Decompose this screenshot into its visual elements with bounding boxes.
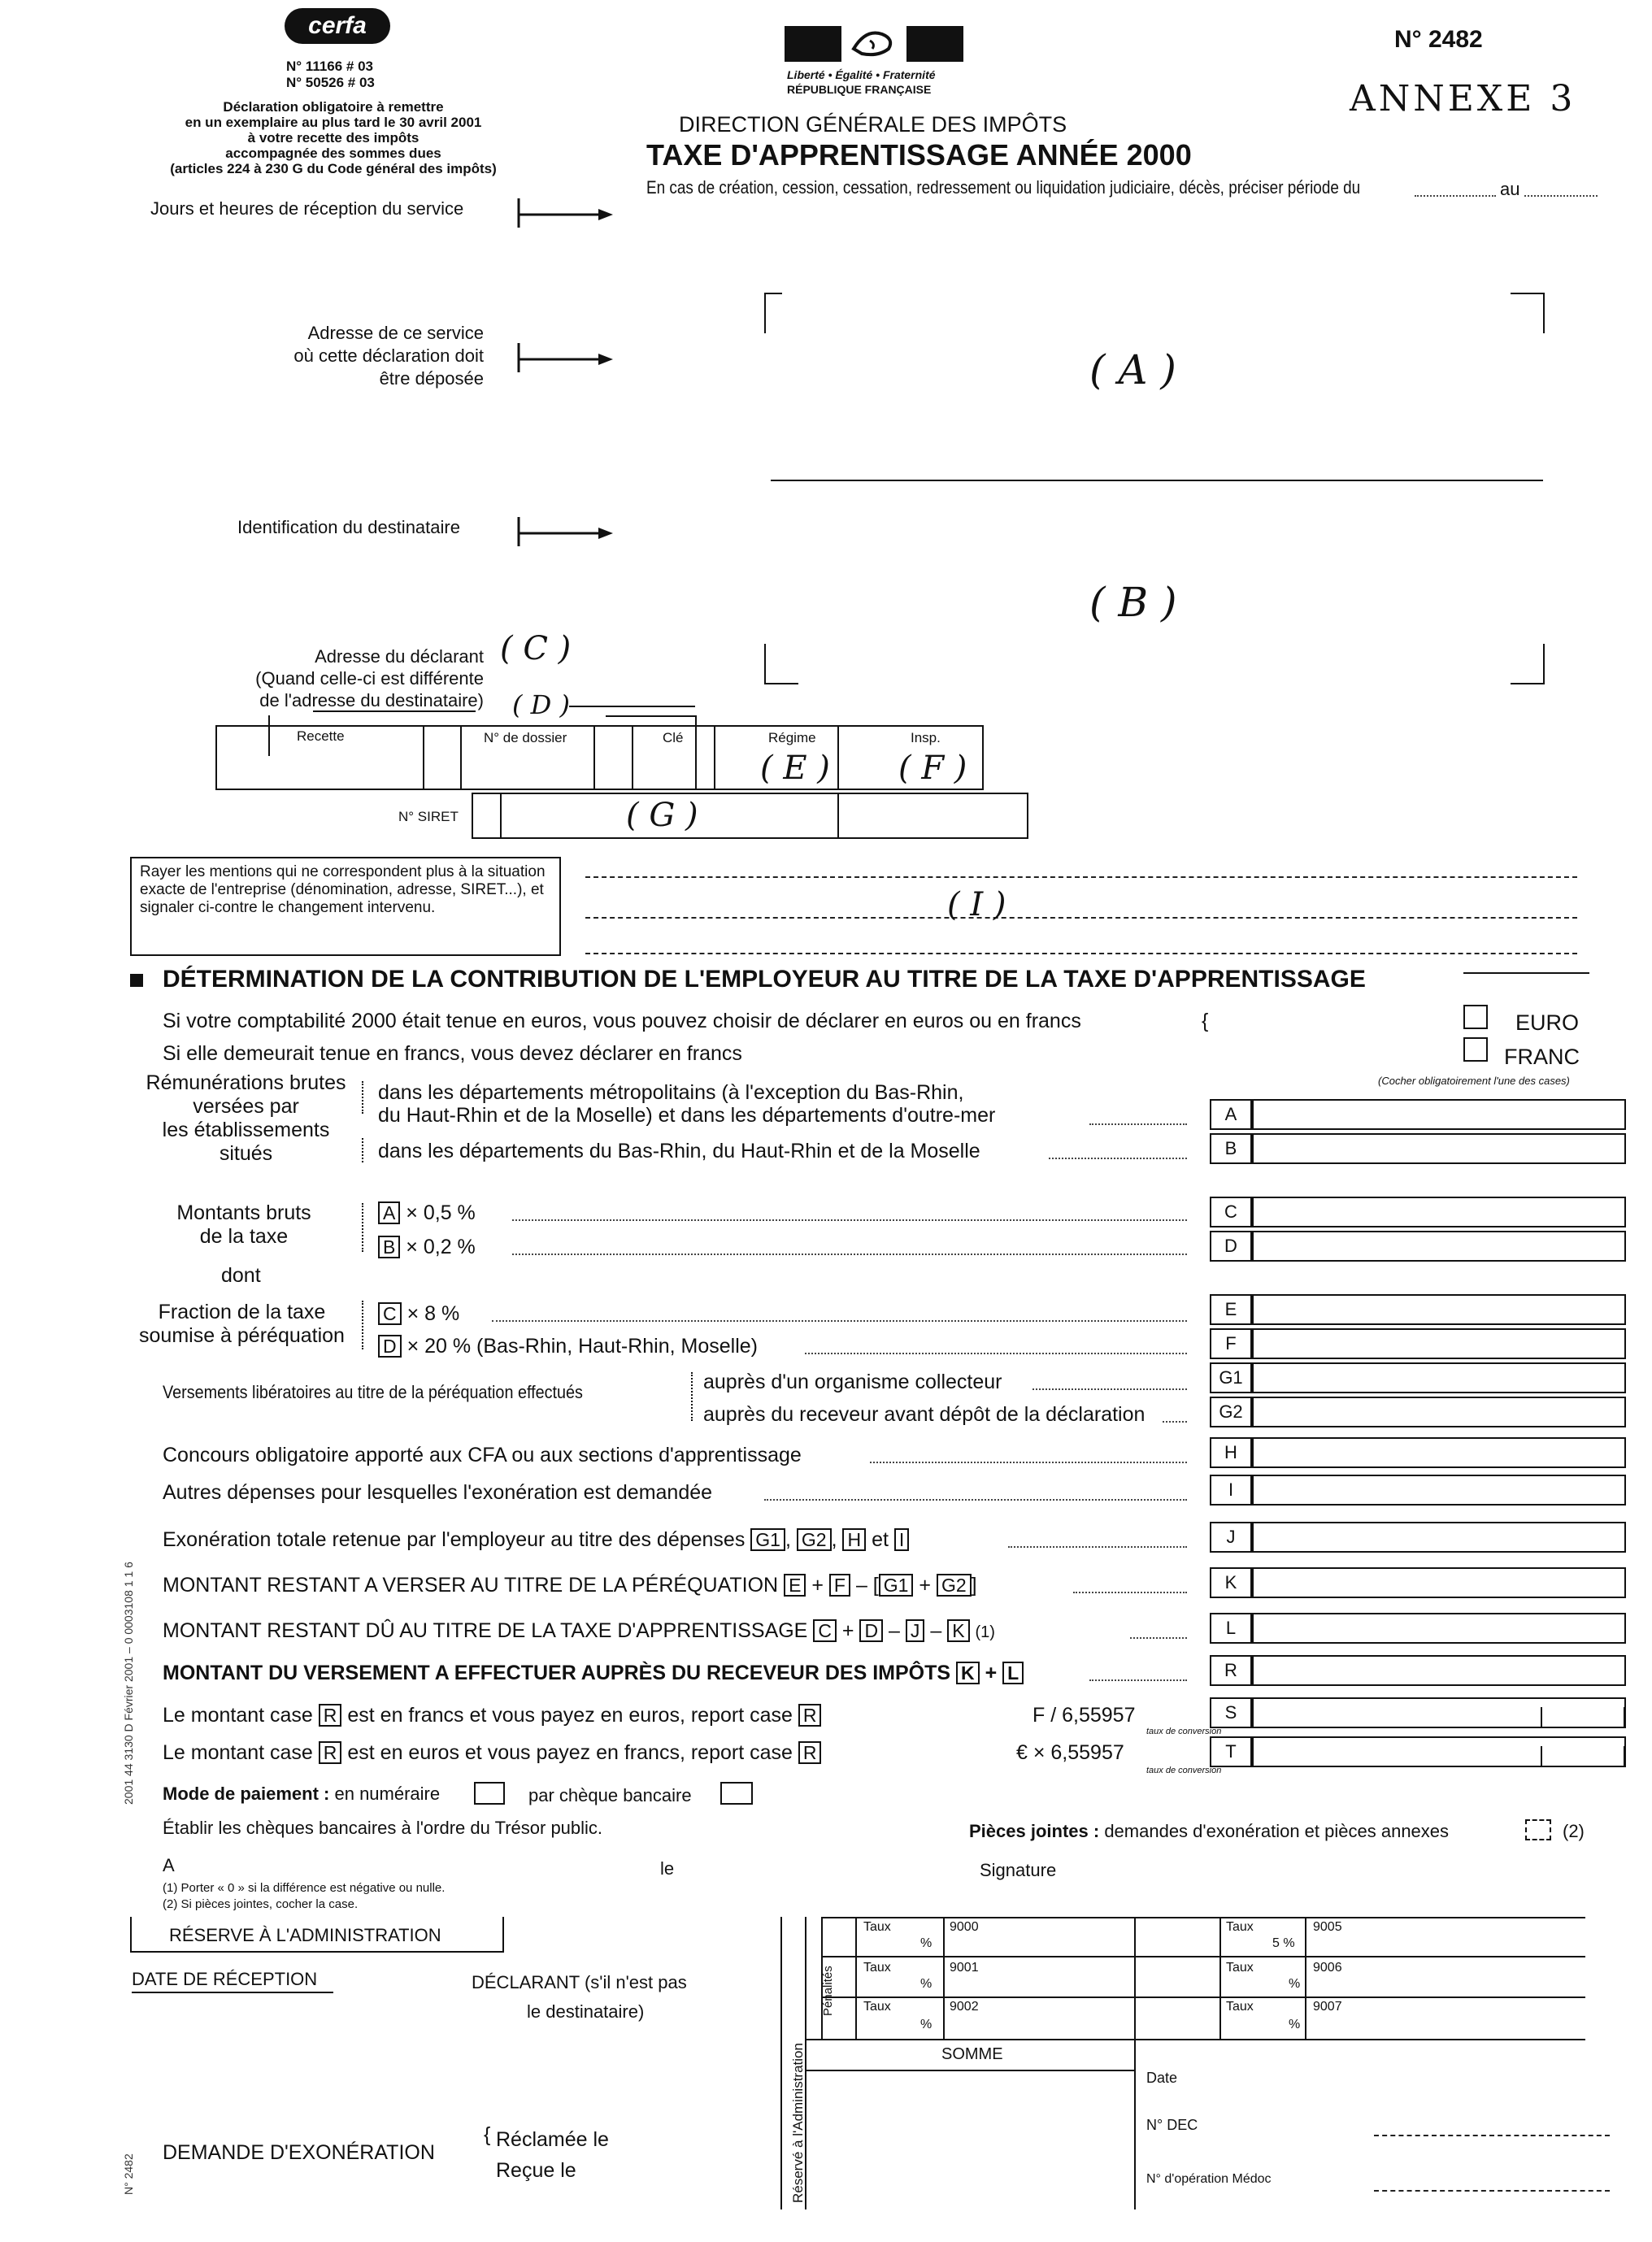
taux-label: Taux [863, 1961, 891, 1975]
value-field-k[interactable] [1252, 1567, 1626, 1598]
admin-left-border [780, 1917, 782, 2209]
marianne-icon [785, 24, 963, 65]
republic-name: RÉPUBLIQUE FRANÇAISE [787, 83, 932, 96]
id-table-sep [593, 725, 595, 790]
attachments-footnote: (2) [1563, 1821, 1585, 1841]
code-label-t: T [1210, 1736, 1252, 1767]
code-label-h: H [1210, 1437, 1252, 1468]
ref-key: G1 [879, 1574, 914, 1597]
arrow-icon [517, 197, 615, 233]
ref-key: R [798, 1704, 822, 1727]
underline [132, 1992, 333, 1993]
euro-instruction: Si votre comptabilité 2000 était tenue en euros, vous pouvez choisir de déclarer en euros ou en francs [163, 1010, 1081, 1032]
cerfa-logo [285, 8, 390, 44]
leader-dots [1008, 1546, 1187, 1548]
and-label: et [872, 1528, 889, 1551]
code-label-k: K [1210, 1567, 1252, 1598]
line-i-text: Autres dépenses pour lesquelles l'exonération est demandée [163, 1481, 713, 1504]
line-c-rate: × 0,5 % [406, 1201, 476, 1224]
handwritten-g: ( G ) [626, 797, 698, 834]
ref-key: H [842, 1528, 866, 1551]
ref-key: D [859, 1619, 883, 1642]
code-label-e: E [1210, 1294, 1252, 1325]
id-table-bracket [606, 715, 695, 717]
ref-key: K [956, 1662, 980, 1684]
section-title: DÉTERMINATION DE LA CONTRIBUTION DE L'EMPLOYEUR AU TITRE DE LA TAXE D'APPRENTISSAGE [163, 966, 1366, 993]
value-field-l[interactable] [1252, 1613, 1626, 1644]
brace-line [362, 1203, 363, 1252]
attachments-row [969, 1821, 1449, 1842]
handwritten-f: ( F ) [898, 750, 967, 787]
id-table-sep [714, 725, 715, 790]
arrow-right-icon [517, 341, 615, 374]
t-rate-note: taux de conversion [1146, 1766, 1222, 1775]
handwritten-a: ( A ) [1089, 346, 1176, 393]
leader-dots [1130, 1637, 1187, 1639]
line-k-label: MONTANT RESTANT A VERSER AU TITRE DE LA PÉRÉQUATION [163, 1574, 779, 1597]
label-line: situés [219, 1142, 273, 1165]
operator: + [811, 1574, 824, 1597]
value-field-h[interactable] [1252, 1437, 1626, 1468]
attachments-label: Pièces jointes : [969, 1821, 1100, 1841]
change-line-1[interactable] [585, 876, 1577, 878]
brace-line [362, 1138, 363, 1162]
republic-motto: Liberté • Égalité • Fraternité [787, 68, 936, 81]
code-label-i: I [1210, 1475, 1252, 1506]
code-label-f: F [1210, 1328, 1252, 1359]
admin-col [943, 1917, 945, 2039]
handwritten-d: ( D ) [512, 689, 570, 720]
label-line: de la taxe [199, 1225, 289, 1248]
admin-row-line [821, 1997, 1585, 1998]
line-t-text [163, 1741, 821, 1765]
label-line: soumise à péréquation [139, 1324, 345, 1347]
reserve-label: RÉSERVE À L'ADMINISTRATION [169, 1925, 441, 1945]
siret-sep [837, 793, 839, 839]
label-line: être déposée [379, 368, 484, 389]
operator: – [930, 1619, 942, 1642]
line-r-label: MONTANT DU VERSEMENT A EFFECTUER AUPRÈS DU RECEVEUR DES IMPÔTS [163, 1662, 951, 1684]
attachments-checkbox[interactable] [1525, 1819, 1551, 1840]
value-field-f[interactable] [1252, 1328, 1626, 1359]
admin-row-line [805, 2039, 1585, 2040]
euro-label: EURO [1515, 1010, 1580, 1035]
label-line: Fraction de la taxe [158, 1301, 326, 1323]
cerfa-logo-text: cerfa [308, 12, 367, 39]
address-window[interactable] [764, 293, 1545, 684]
admin-side-label: Réservé à l'Administration [790, 2043, 806, 2203]
handwritten-d-line [569, 706, 695, 707]
service-address-label [244, 322, 484, 390]
leader-dots [492, 1320, 1187, 1322]
penalites-label: Pénalités [821, 1966, 835, 2016]
leader-dots [1089, 1679, 1187, 1681]
five-pct-label: 5 % [1272, 1936, 1295, 1950]
change-note: Rayer les mentions qui ne correspondent plus à la situation exacte de l'entreprise (dénomination, adresse, SIRET...), et signaler ci-contre le changement intervenu. [130, 857, 561, 956]
ref-key: D [378, 1335, 402, 1358]
label-line: Rémunérations brutes [146, 1071, 346, 1094]
header-dossier: N° de dossier [484, 730, 567, 745]
line-b-text: dans les départements du Bas-Rhin, du Haut-Rhin et de la Moselle [378, 1140, 980, 1162]
code-9000: 9000 [950, 1920, 979, 1934]
line-g1-text: auprès d'un organisme collecteur [703, 1371, 1002, 1393]
fraction-group-label [130, 1301, 354, 1348]
code-9007: 9007 [1313, 2000, 1342, 2014]
n-operation-label: N° d'opération Médoc [1146, 2172, 1272, 2186]
id-table-sep [460, 725, 462, 790]
franc-checkbox[interactable] [1463, 1037, 1488, 1062]
line-j-label: Exonération totale retenue par l'employeur au titre des dépenses [163, 1528, 746, 1551]
ref-key: J [906, 1619, 925, 1642]
checkbox-note: (Cocher obligatoirement l'une des cases) [1378, 1075, 1570, 1087]
underline [313, 710, 476, 712]
dont-label: dont [221, 1264, 261, 1287]
form-number: N° 2482 [1394, 26, 1483, 53]
line-e-rate: × 8 % [406, 1302, 460, 1325]
label: est en francs et vous payez en euros, report case [347, 1704, 793, 1727]
taux-label: Taux [863, 2000, 891, 2014]
period-from-field[interactable] [1415, 195, 1496, 197]
leader-dots [1073, 1592, 1187, 1593]
ref-key: F [829, 1574, 850, 1597]
code-9005: 9005 [1313, 1920, 1342, 1934]
code-label-g2: G2 [1210, 1397, 1252, 1427]
operator: + [985, 1662, 998, 1684]
handwritten-e: ( E ) [760, 750, 830, 787]
direction-label: DIRECTION GÉNÉRALE DES IMPÔTS [679, 112, 1067, 137]
admin-row-line [821, 1917, 1585, 1918]
leader-dots [1032, 1388, 1187, 1390]
leader-dots [1163, 1421, 1187, 1423]
brace-line [362, 1301, 363, 1349]
cerfa-number-2: N° 50526 # 03 [286, 75, 375, 90]
corner-mark [1511, 644, 1545, 684]
footnote-2: (2) Si pièces jointes, cocher la case. [163, 1897, 359, 1911]
label-line: Montants bruts [176, 1201, 311, 1224]
instruction-line: en un exemplaire au plus tard le 30 avril 2001 [185, 115, 482, 130]
label: Le montant case [163, 1741, 313, 1764]
leader-dots [764, 1499, 1187, 1501]
instruction-line: (articles 224 à 230 G du Code général des impôts) [170, 161, 497, 176]
label-line: les établissements [162, 1119, 330, 1141]
line-r-text [163, 1662, 1024, 1685]
pct-label: % [1289, 2018, 1301, 2031]
code-label-a: A [1210, 1099, 1252, 1130]
s-rate: F / 6,55957 [1032, 1704, 1136, 1727]
line-c-text [378, 1201, 476, 1225]
cash-checkbox[interactable] [474, 1782, 505, 1805]
cheque-note: Établir les chèques bancaires à l'ordre du Trésor public. [163, 1818, 603, 1838]
operator: + [841, 1619, 854, 1642]
header-recette: Recette [297, 728, 345, 744]
operator: – [889, 1619, 900, 1642]
cheque-checkbox[interactable] [720, 1782, 753, 1805]
pct-label: % [1289, 1977, 1301, 1991]
value-field-c[interactable] [1252, 1197, 1626, 1227]
id-table-tick [268, 715, 270, 756]
brace-line [691, 1372, 693, 1421]
operator: ] [971, 1574, 977, 1597]
declarant-label-2: le destinataire) [527, 2001, 645, 2022]
line-k-text [163, 1574, 977, 1597]
somme-label: SOMME [941, 2045, 1003, 2063]
t-rate: € × 6,55957 [1016, 1741, 1124, 1764]
admin-col [855, 1917, 857, 2039]
s-rate-note: taux de conversion [1146, 1727, 1222, 1736]
ref-key: A [378, 1201, 400, 1224]
taux-label: Taux [1226, 1961, 1254, 1975]
value-field-e[interactable] [1252, 1294, 1626, 1325]
line-f-text [378, 1335, 758, 1358]
label-line: de l'adresse du destinataire) [259, 690, 484, 710]
margin-form-number: N° 2482 [122, 2153, 135, 2195]
arrow-right-icon [517, 515, 615, 548]
ref-key: R [319, 1741, 342, 1764]
header-cle: Clé [663, 730, 684, 745]
franc-instruction: Si elle demeurait tenue en francs, vous devez déclarer en francs [163, 1042, 742, 1065]
siret-field[interactable] [472, 793, 1028, 839]
ref-key: G2 [797, 1528, 832, 1551]
corner-mark [764, 293, 782, 333]
marianne-logo [785, 24, 963, 65]
label: Le montant case [163, 1704, 313, 1727]
corner-mark [764, 644, 798, 684]
declarant-address-label [195, 645, 484, 711]
n-operation-field[interactable] [1374, 2169, 1610, 2192]
line-h-text: Concours obligatoire apporté aux CFA ou aux sections d'apprentissage [163, 1444, 802, 1466]
pct-label: % [920, 2018, 933, 2031]
id-table-sep [423, 725, 424, 790]
code-label-c: C [1210, 1197, 1252, 1227]
label-line: où cette déclaration doit [293, 345, 484, 366]
reception-hours-label: Jours et heures de réception du service [150, 198, 464, 219]
recue-label: Reçue le [496, 2159, 576, 2182]
admin-row-line [805, 2070, 1134, 2071]
line-l-label: MONTANT RESTANT DÛ AU TITRE DE LA TAXE D'APPRENTISSAGE [163, 1619, 808, 1642]
ref-key: C [813, 1619, 837, 1642]
line-d-text [378, 1236, 476, 1259]
cerfa-number-1: N° 11166 # 03 [286, 59, 374, 74]
arrow-icon [517, 341, 615, 378]
pct-label: % [920, 1977, 933, 1991]
siret-label: N° SIRET [398, 809, 459, 824]
brace: { [1202, 1010, 1209, 1032]
leader-dots [1089, 1123, 1187, 1125]
form-title: TAXE D'APPRENTISSAGE ANNÉE 2000 [646, 138, 1192, 172]
section-bullet [130, 974, 143, 987]
n-dec-field[interactable] [1374, 2114, 1610, 2136]
ref-key: E [784, 1574, 806, 1597]
header-regime: Régime [768, 730, 816, 745]
filing-instructions [154, 99, 512, 176]
line-a-text-1: dans les départements métropolitains (à l'exception du Bas-Rhin, [378, 1081, 964, 1104]
period-au-label: au [1500, 179, 1520, 199]
value-field-b[interactable] [1252, 1133, 1626, 1164]
leader-dots [1049, 1158, 1187, 1159]
versements-label: Versements libératoires au titre de la péréquation effectués [163, 1382, 583, 1402]
address-divider [771, 480, 1543, 481]
montants-group-label [142, 1201, 346, 1249]
annex-label: ANNEXE 3 [1350, 78, 1576, 119]
handwritten-i: ( I ) [947, 886, 1006, 923]
ref-key: L [1002, 1662, 1024, 1684]
line-j-text: Exonération totale retenue par l'employeur au titre des dépenses G1 , G2 , H et I [163, 1528, 909, 1552]
label: est en euros et vous payez en francs, report case [347, 1741, 793, 1764]
signature-label: Signature [980, 1860, 1057, 1880]
id-table-sep [632, 725, 633, 790]
value-field-a[interactable] [1252, 1099, 1626, 1130]
value-field-g1[interactable] [1252, 1362, 1626, 1393]
ref-key: R [798, 1741, 822, 1764]
code-label-d: D [1210, 1231, 1252, 1262]
label-line: (Quand celle-ci est différente [255, 668, 484, 689]
corner-mark [1511, 293, 1545, 333]
margin-code: 2001 44 3130 D Février 2001 – 0 0003108 1 1 6 [122, 1562, 135, 1805]
code-9002: 9002 [950, 2000, 979, 2014]
line-s-text [163, 1704, 821, 1727]
siret-sep [500, 793, 502, 839]
decimal-marks-t [1541, 1746, 1625, 1767]
line-f-rate: × 20 % (Bas-Rhin, Haut-Rhin, Moselle) [406, 1335, 758, 1358]
change-line-3[interactable] [585, 953, 1577, 954]
admin-col [1134, 1917, 1136, 2209]
date-reception-label: DATE DE RÉCEPTION [132, 1969, 318, 1989]
brace: { [484, 2123, 491, 2146]
change-line-2[interactable] [585, 917, 1577, 919]
id-table-sep [837, 725, 839, 790]
operator: + [919, 1574, 931, 1597]
header-insp: Insp. [911, 730, 941, 745]
ref-key: B [378, 1236, 400, 1258]
taux-label: Taux [863, 1920, 891, 1934]
value-field-d[interactable] [1252, 1231, 1626, 1262]
ref-key: R [319, 1704, 342, 1727]
ref-key: I [894, 1528, 909, 1551]
section-rule [1463, 972, 1589, 974]
code-label-b: B [1210, 1133, 1252, 1164]
remunerations-group-label [130, 1071, 362, 1166]
cheque-label: par chèque bancaire [528, 1785, 692, 1805]
value-field-r[interactable] [1252, 1655, 1626, 1686]
n-dec-label: N° DEC [1146, 2117, 1198, 2133]
admin-date-label: Date [1146, 2070, 1178, 2086]
handwritten-b: ( B ) [1089, 579, 1177, 626]
reclamee-label: Réclamée le [496, 2128, 609, 2151]
euro-checkbox[interactable] [1463, 1005, 1488, 1029]
label-line: Adresse du déclarant [315, 646, 484, 667]
decimal-marks-s [1541, 1707, 1625, 1728]
ref-key: G2 [937, 1574, 972, 1597]
date-label: le [660, 1858, 675, 1879]
leader-dots [870, 1462, 1187, 1463]
code-label-s: S [1210, 1697, 1252, 1728]
admin-row-line [821, 1956, 1585, 1957]
demande-exoneration-label: DEMANDE D'EXONÉRATION [163, 2141, 435, 2164]
taux-label: Taux [1226, 2000, 1254, 2014]
label-line: versées par [193, 1095, 299, 1118]
footnote-ref: (1) [975, 1623, 995, 1641]
line-g2-text: auprès du receveur avant dépôt de la déclaration [703, 1403, 1146, 1426]
ref-key: G1 [750, 1528, 785, 1551]
payment-mode-label: Mode de paiement : [163, 1784, 330, 1804]
instruction-line: à votre recette des impôts [247, 130, 420, 146]
place-label: A [163, 1855, 175, 1875]
franc-label: FRANC [1504, 1045, 1580, 1069]
value-field-i[interactable] [1252, 1475, 1626, 1506]
line-d-rate: × 0,2 % [406, 1236, 476, 1258]
leader-dots [805, 1353, 1187, 1354]
code-9006: 9006 [1313, 1961, 1342, 1975]
payment-mode-row [163, 1784, 440, 1805]
line-e-text [378, 1302, 459, 1326]
handwritten-c: ( C ) [500, 630, 572, 667]
instruction-line: accompagnée des sommes dues [225, 146, 441, 161]
line-a-text-2: du Haut-Rhin et de la Moselle) et dans les départements d'outre-mer [378, 1104, 996, 1127]
declarant-label: DÉCLARANT (s'il n'est pas [472, 1972, 687, 1992]
id-table-sep [695, 715, 697, 790]
code-label-l: L [1210, 1613, 1252, 1644]
pct-label: % [920, 1936, 933, 1950]
code-label-r: R [1210, 1655, 1252, 1686]
code-9001: 9001 [950, 1961, 979, 1975]
leader-dots [512, 1254, 1187, 1255]
line-l-text [163, 1619, 995, 1643]
label-line: Adresse de ce service [307, 323, 484, 343]
value-field-j[interactable] [1252, 1522, 1626, 1553]
taux-label: Taux [1226, 1920, 1254, 1934]
instruction-line: Déclaration obligatoire à remettre [223, 99, 444, 115]
period-instruction: En cas de création, cession, cessation, redressement ou liquidation judiciaire, décès, préciser période du [646, 177, 1361, 198]
arrow-right-icon [517, 197, 615, 229]
code-label-g1: G1 [1210, 1362, 1252, 1393]
recipient-label: Identification du destinataire [237, 517, 460, 537]
admin-col [1219, 1917, 1221, 2039]
period-to-field[interactable] [1524, 195, 1598, 197]
ref-key: C [378, 1302, 402, 1325]
ref-key: K [947, 1619, 969, 1642]
attachments-text: demandes d'exonération et pièces annexes [1104, 1821, 1450, 1841]
operator: – [ [855, 1574, 879, 1597]
footnote-1: (1) Porter « 0 » si la différence est négative ou nulle. [163, 1881, 446, 1895]
brace-line [362, 1081, 363, 1114]
value-field-g2[interactable] [1252, 1397, 1626, 1427]
leader-dots [512, 1219, 1187, 1221]
cash-label: en numéraire [334, 1784, 441, 1804]
code-label-j: J [1210, 1522, 1252, 1553]
arrow-icon [517, 515, 615, 552]
admin-col [1305, 1917, 1306, 2039]
